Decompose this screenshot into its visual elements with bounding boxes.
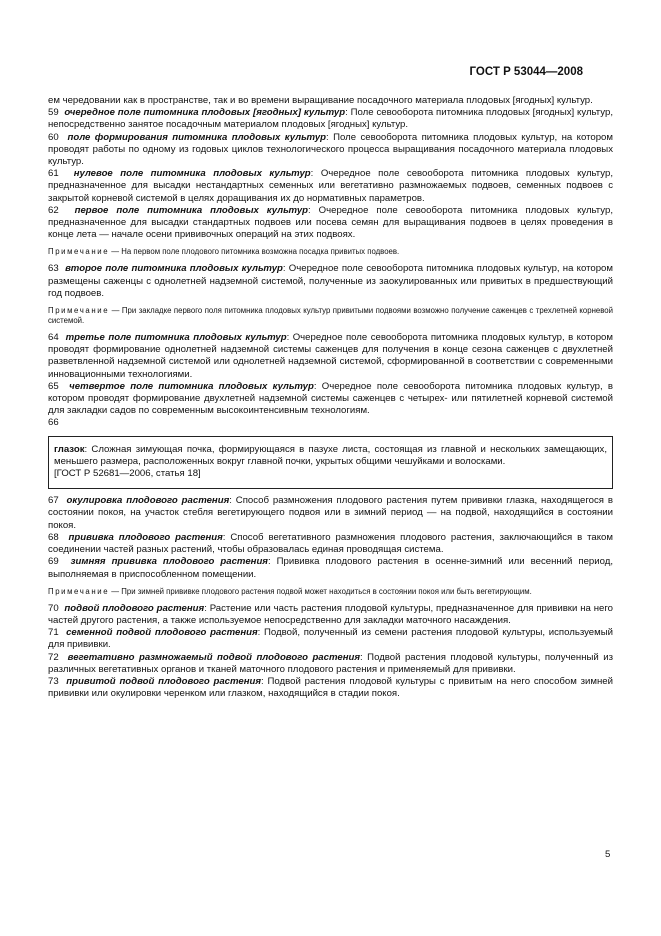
term-entry-60: 60 поле формирования питомника плодовых культур: Поле севооборота питомника плодовых культур, на котором проводят работы по одному из годовых циклов технологического процесса выращивания посадочного материала плодовых культур. <box>48 131 613 168</box>
term-name: третье поле питомника плодовых культур <box>65 332 287 344</box>
term-name: глазок <box>54 443 85 455</box>
term-name: семенной подвой плодового растения <box>66 627 258 639</box>
term-entry-69: 69 зимняя прививка плодового растения: Прививка плодового растения в осенне-зимний или весенний период, выполняемая в приспособленном помещении. <box>48 556 613 580</box>
term-name: подвой плодового растения <box>64 602 205 614</box>
note-label: Примечание <box>48 306 110 316</box>
term-entry-61: 61 нулевое поле питомника плодовых культур: Очередное поле севооборота питомника плодовых культур, предназначенное для высадки нестандартных семенных или вегетативно размножаемых подвоев, семенных подвоев с закрытой корневой системой в целях доращивания их до нормативных параметров. <box>48 168 614 204</box>
term-name: зимняя прививка плодового растения <box>70 556 268 568</box>
term-entry-73: 73 привитой подвой плодового растения: Подвой растения плодовой культуры с привитым на него способом зимней прививки или окулировки черенком или глазком, находящийся в стадии покоя. <box>48 675 613 700</box>
note-3: Примечание — При зимней прививке плодового растения подвой может находиться в состоянии покоя или быть вегетирующим. <box>48 586 532 596</box>
term-entry-72: 72 вегетативно размножаемый подвой плодового растения: Подвой растения плодовой культуры, полученный из различных вегетативных органов и тканей маточного плодового растения и применяемый для прививки. <box>48 651 613 675</box>
note-label: Примечание <box>48 247 110 257</box>
term-name: вегетативно размножаемый подвой плодового растения <box>67 651 361 663</box>
note-1: Примечание — На первом поле плодового питомника возможна посадка привитых подвоев. <box>48 247 400 257</box>
term-entry-64: 64 третье поле питомника плодовых культур: Очередное поле севооборота питомника плодовых культур, в котором проводят формирование однолетней надземной системы саженцев для получения в конце сезона саженцев с двухлетней разветвленной надземной системой или однолетней надземной системой, сформированной в соответствии с современными инновационными технологиями. <box>48 332 613 380</box>
term-entry-63: 63 второе поле питомника плодовых культур: Очередное поле севооборота питомника плодовых культур, на котором размещены саженцы с однолетней надземной системой, полученные из заокулированных или привитых в предшествующий год подвоев. <box>48 263 613 299</box>
note-2: Примечание — При закладке первого поля питомника плодовых культур привитыми подвоями возможно получение саженцев с трехлетней корневой системой. <box>48 306 613 326</box>
term-entry-71: 71 семенной подвой плодового растения: Подвой, полученный из семени растения плодовой культуры, используемый для прививки. <box>48 627 613 651</box>
term-name: второе поле питомника плодовых культур <box>65 263 283 275</box>
quoted-definition-box <box>48 436 613 490</box>
term-entry-67: 67 окулировка плодового растения: Способ размножения плодового растения путем прививки глазка, находящегося в состоянии покоя, на участок стебля вегетирующего подвоя или в зимний период — на подвой, находящийся в состоянии покоя. <box>48 495 613 531</box>
quoted-definition: глазок: Сложная зимующая почка, формирующаяся в пазухе листа, состоящая из главной и нескольких замещающих, меньшего размера, расположенных вокруг главной почки, укрытых общими чешуйками и волосками. <box>54 443 607 467</box>
term-entry-70: 70 подвой плодового растения: Растение или часть растения плодовой культуры, предназначенное для прививки на него частей другого растения, а также используемое непосредственно для закладки маточного насаждения. <box>48 602 613 626</box>
definition-source: [ГОСТ Р 52681—2006, статья 18] <box>54 468 201 480</box>
document-body <box>48 95 613 700</box>
term-entry-66-number: 66 <box>48 417 59 429</box>
term-entry-59: 59 очередное поле питомника плодовых [ягодных] культур: Поле севооборота питомника плодовых [ягодных] культур, непосредственно занятое посадочным материалом плодовых [ягодных] культур. <box>48 107 613 131</box>
term-name: прививка плодового растения <box>68 531 223 543</box>
term-name: привитой подвой плодового растения <box>66 675 262 687</box>
paragraph-continuation: ем чередовании как в пространстве, так и во времени выращивание посадочного материала плодовых [ягодных] культур. <box>48 95 593 106</box>
term-name: очередное поле питомника плодовых [ягодных] культур <box>64 107 346 119</box>
term-name: первое поле питомника плодовых культур <box>74 204 309 216</box>
term-entry-62: 62 первое поле питомника плодовых культур: Очередное поле севооборота питомника плодовых культур, предназначенное для высадки стандартных подвоев или посева семян для выращивания подвоев в целях проведения в конце лета — начале осени прививочных операций на этих подвоях. <box>48 204 614 241</box>
page-number: 5 <box>605 849 611 860</box>
document-code-header: ГОСТ Р 53044—2008 <box>469 66 583 78</box>
term-name: поле формирования питомника плодовых культур <box>67 131 327 143</box>
term-entry-68: 68 прививка плодового растения: Способ вегетативного размножения плодового растения, заключающийся в таком соединении частей разных растений, чтобы образовалась единая проводящая система. <box>48 531 613 556</box>
term-name: четвертое поле питомника плодовых культур <box>69 380 314 392</box>
term-name: нулевое поле питомника плодовых культур <box>73 168 311 180</box>
note-label: Примечание <box>48 586 110 596</box>
term-entry-65: 65 четвертое поле питомника плодовых культур: Очередное поле севооборота питомника плодовых культур, в котором проводят формирование двухлетней надземной системы саженцев с четырех- или пятилетней корневой системой для закладки садов по современным высокоинтенсивным технологиям. <box>48 380 613 417</box>
term-name: окулировка плодового растения <box>66 495 230 507</box>
